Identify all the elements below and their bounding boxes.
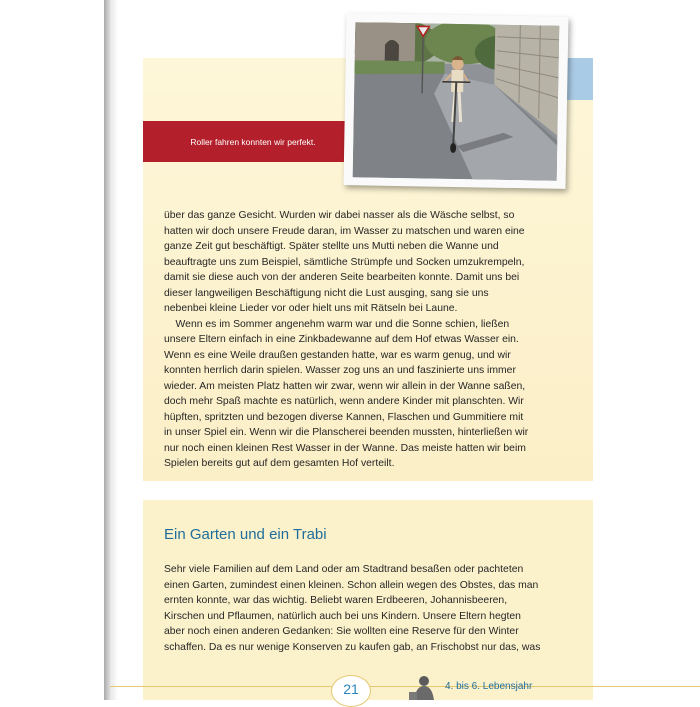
text-line: Sehr viele Familien auf dem Land oder am Stadtrand besaßen oder pachteten — [164, 562, 578, 578]
text-line: nur noch einen kleinen Rest Wasser in der Wanne. Das meiste hatten wir beim — [164, 441, 578, 457]
photo — [344, 13, 569, 189]
photo-caption: Roller fahren konnten wir perfekt. — [143, 121, 345, 162]
text-line: Wenn es im Sommer angenehm warm war und die Sonne schien, ließen — [164, 317, 578, 333]
text-line: nebenbei kleine Lieder vor oder hielt uns mit Rätseln bei Laune. — [164, 301, 578, 317]
text-line: ernten konnte, war das wichtig. Beliebt waren Erdbeeren, Johannisbeeren, — [164, 593, 578, 609]
text-line: beauftragte uns zum Beispiel, sämtliche Strümpfe und Socken umzukrempeln, — [164, 255, 578, 271]
text-line: Wenn es eine Weile draußen gestanden hatte, war es warm genug, und wir — [164, 348, 578, 364]
text-line: unsere Eltern einfach in eine Zinkbadewanne auf dem Hof etwas Wasser ein. — [164, 332, 578, 348]
text-line: doch mehr Spaß machte es natürlich, wenn andere Kinder mit planschten. Wir — [164, 394, 578, 410]
text-line: in unser Spiel ein. Wenn wir die Planscherei beenden mussten, hinterließen wir — [164, 425, 578, 441]
chapter-label: 4. bis 6. Lebensjahr — [445, 681, 532, 692]
text-line: konnten herrlich darin spielen. Wasser zog uns an und faszinierte uns immer — [164, 363, 578, 379]
page-number: 21 — [331, 675, 371, 707]
section-heading: Ein Garten und ein Trabi — [164, 526, 327, 543]
footer-rule — [110, 686, 700, 687]
text-line: hatten wir doch unsere Freude daran, im Wasser zu matschen und waren eine — [164, 224, 578, 240]
body-text-section-1 — [164, 208, 578, 472]
text-line: ganze Zeit gut beschäftigt. Später stellte uns Mutti neben die Wanne und — [164, 239, 578, 255]
photo-image — [353, 22, 560, 181]
page-shadow — [112, 0, 118, 700]
text-line: dieser langweiligen Beschäftigung nicht die Lust ausging, sang sie uns — [164, 286, 578, 302]
text-line: Spielen bereits gut auf dem gesamten Hof verteilt. — [164, 456, 578, 472]
text-line: schaffen. Da es nur wenige Konserven zu kaufen gab, an Frischobst nur das, was — [164, 640, 578, 656]
text-line: wieder. Am meisten Platz hatten wir zwar, wenn wir allein in der Wanne saßen, — [164, 379, 578, 395]
text-line: Kirschen und Pflaumen, natürlich auch bei uns Kindern. Unsere Eltern hegten — [164, 609, 578, 625]
text-line: damit sie diese auch von der anderen Seite bearbeiten konnte. Damit uns bei — [164, 270, 578, 286]
text-line: über das ganze Gesicht. Wurden wir dabei nasser als die Wäsche selbst, so — [164, 208, 578, 224]
text-line: hüpften, spritzten und bezogen diverse Kannen, Flaschen und Gummitiere mit — [164, 410, 578, 426]
text-line: aber noch einen anderen Gedanken: Sie wollten eine Reserve für den Winter — [164, 624, 578, 640]
book-binding — [104, 0, 112, 700]
child-figure-icon — [406, 674, 442, 700]
body-text-section-2 — [164, 562, 578, 655]
blue-tab — [566, 58, 593, 100]
text-line: einen Garten, zumindest einen kleinen. Schon allein wegen des Obstes, das man — [164, 578, 578, 594]
